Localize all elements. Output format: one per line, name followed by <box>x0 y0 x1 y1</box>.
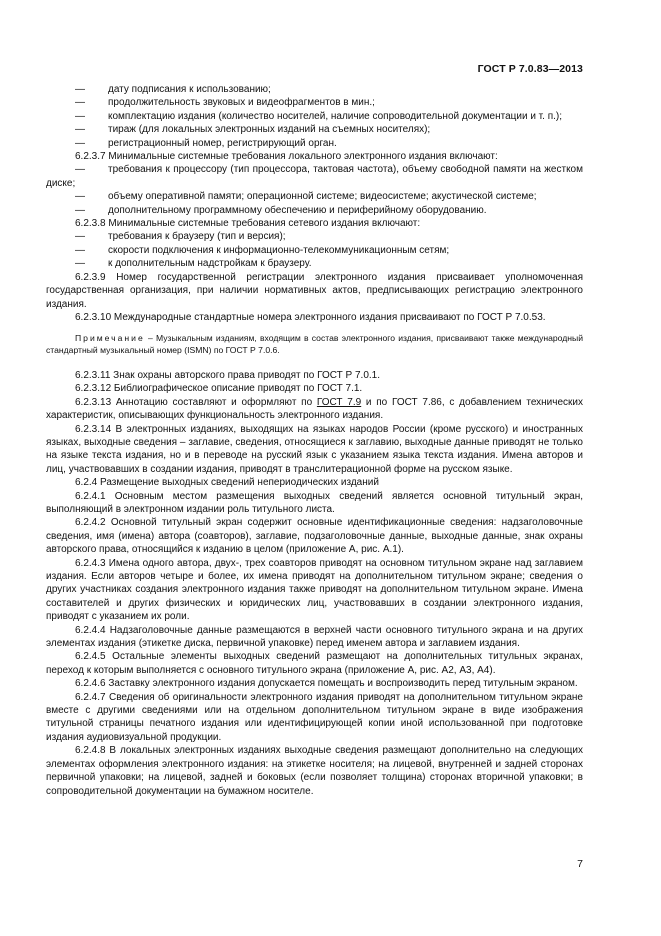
paragraph-6-2-4-5: 6.2.4.5 Остальные элементы выходных сведений размещают на дополнительных титульных экранах, переход к которым выполняется с основного титульного экрана (приложение А, рис. А2, А3, А4). <box>46 651 583 676</box>
list-item: — скорости подключения к информационно-телекоммуникационным сетям; <box>75 244 450 256</box>
dash-symbol: — <box>75 124 85 136</box>
paragraph-6-2-3-10: 6.2.3.10 Международные стандартные номера электронного издания присваивают по ГОСТ Р 7.0.53. <box>75 311 546 323</box>
paragraph-6-2-3-12: 6.2.3.12 Библиографическое описание приводят по ГОСТ 7.1. <box>75 383 363 395</box>
dash-symbol: — <box>75 258 85 270</box>
paragraph-6-2-4-7: 6.2.4.7 Сведения об оригинальности электронного издания приводят на дополнительном титульном экране вместе с другими сведениями или на отдельном дополнительном титульном экране в виде изображения титульной страницы печатного издания или идентифицирующей копии иной использованной при подготовке издания аудиовизуальной продукции. <box>46 691 583 743</box>
paragraph-6-2-4-2: 6.2.4.2 Основной титульный экран содержит основные идентификационные сведения: надзаголовочные сведения, имя (имена) автора (соавторов), заглавие, подзаголовочные данные, выходные данные, знак охраны авторского права, относящийся к изданию в целом (приложение А, рис. А.1). <box>46 517 583 556</box>
dash-symbol: — <box>75 97 85 109</box>
note-paragraph <box>46 333 583 356</box>
page-content <box>46 83 583 798</box>
list-item: — требования к браузеру (тип и версия); <box>75 231 286 243</box>
paragraph-6-2-3-9: 6.2.3.9 Номер государственной регистрации электронного издания присваивает уполномоченная государственная организация, при наличии нормативных актов, предписывающих регистрацию электронного издания. <box>46 271 583 310</box>
note-label: Примечание <box>75 333 145 344</box>
list-item: — продолжительность звуковых и видеофрагментов в мин.; <box>75 97 375 109</box>
paragraph-6-2-4-3: 6.2.4.3 Имена одного автора, двух-, трех соавторов приводят на основном титульном экране над заглавием издания. Если авторов четыре и более, их имена приводят на дополнительном титульном экране; сведения о других участниках создания электронного издания также приводят на дополнительном титульном экране. Имена составителей и других физических и юридических лиц, участвовавших в создании электронного издания, приводят с указанием их роли. <box>46 557 583 623</box>
paragraph-6-2-3-11: 6.2.3.11 Знак охраны авторского права приводят по ГОСТ Р 7.0.1. <box>75 369 380 381</box>
dash-symbol: — <box>75 231 85 243</box>
dash-symbol: — <box>75 204 85 216</box>
paragraph-6-2-3-14: 6.2.3.14 В электронных изданиях, выходящих на языках народов России (кроме русского) и иностранных языках, выходные сведения – заглавие, сведения, относящиеся к заглавию, выходные данные приводят не только на языке текста издания, но и в переводе на русский язык с указанием языка текста издания. Имена авторов и лиц, участвовавших в создании издания, приводят в транслитерационной форме на русском языке. <box>46 423 583 475</box>
paragraph-6-2-3-13: 6.2.3.13 Аннотацию составляют и оформляют по ГОСТ 7.9 и по ГОСТ 7.86, с добавлением технических характеристик, описывающих функциональность электронного издания. <box>46 396 583 422</box>
list-item: — дополнительному программному обеспечению и периферийному оборудованию. <box>75 204 487 216</box>
dash-symbol: — <box>75 244 85 256</box>
list-item: — регистрационный номер, регистрирующий орган. <box>75 137 337 149</box>
dash-symbol: — <box>75 137 85 149</box>
paragraph-6-2-4-6: 6.2.4.6 Заставку электронного издания допускается помещать и воспроизводить перед титульным экраном. <box>75 678 578 690</box>
doc-code-header: ГОСТ Р 7.0.83—2013 <box>477 63 583 75</box>
paragraph-6-2-4-8: 6.2.4.8 В локальных электронных изданиях выходные сведения размещают дополнительно на следующих элементах оформления электронного издания: на этикетке носителя; на лицевой, внутренней и задней сторонах первичной упаковки; на лицевой, задней и боковых (если позволяет толщина) сторонах вторичной упаковки; в сопроводительной документации на бумажном носителе. <box>46 745 583 797</box>
section-heading-6-2-4: 6.2.4 Размещение выходных сведений непериодических изданий <box>75 477 379 489</box>
dash-symbol: — <box>75 84 85 95</box>
list-item: — к дополнительным надстройкам к браузеру. <box>75 258 312 270</box>
list-item: — объему оперативной памяти; операционной системе; видеосистеме; акустической системе; <box>75 191 537 203</box>
paragraph-6-2-3-8: 6.2.3.8 Минимальные системные требования сетевого издания включают: <box>75 218 421 230</box>
paragraph-6-2-4-1: 6.2.4.1 Основным местом размещения выходных сведений является основной титульный экран, выполняющий в электронном издании роль титульного листа. <box>46 490 583 515</box>
gost-7-9-link[interactable]: ГОСТ 7.9 <box>316 396 362 408</box>
paragraph-6-2-3-7: 6.2.3.7 Минимальные системные требования локального электронного издания включают: <box>75 151 498 163</box>
dash-symbol: — <box>75 191 85 203</box>
page-number: 7 <box>577 858 583 870</box>
paragraph-6-2-4-4: 6.2.4.4 Надзаголовочные данные размещаются в верхней части основного титульного экрана и на других элементах издания (этикетке диска, первичной упаковке) перед именем автора и заглавием издания. <box>46 624 583 650</box>
dash-symbol: — <box>75 110 85 122</box>
list-item: — комплектацию издания (количество носителей, наличие сопроводительной документации и т. п.); <box>75 110 563 122</box>
list-item: — дату подписания к использованию; <box>75 84 271 95</box>
list-item: — требования к процессору (тип процессора, тактовая частота), объему свободной памяти на жестком диске; <box>46 164 583 189</box>
note-text: – Музыкальным изданиям, входящим в состав электронного издания, присваивают также международный стандартный музыкальный номер (ISMN) по ГОСТ Р 7.0.6. <box>46 333 583 355</box>
dash-symbol: — <box>75 164 85 176</box>
list-item: — тираж (для локальных электронных изданий на съемных носителях); <box>75 124 431 136</box>
